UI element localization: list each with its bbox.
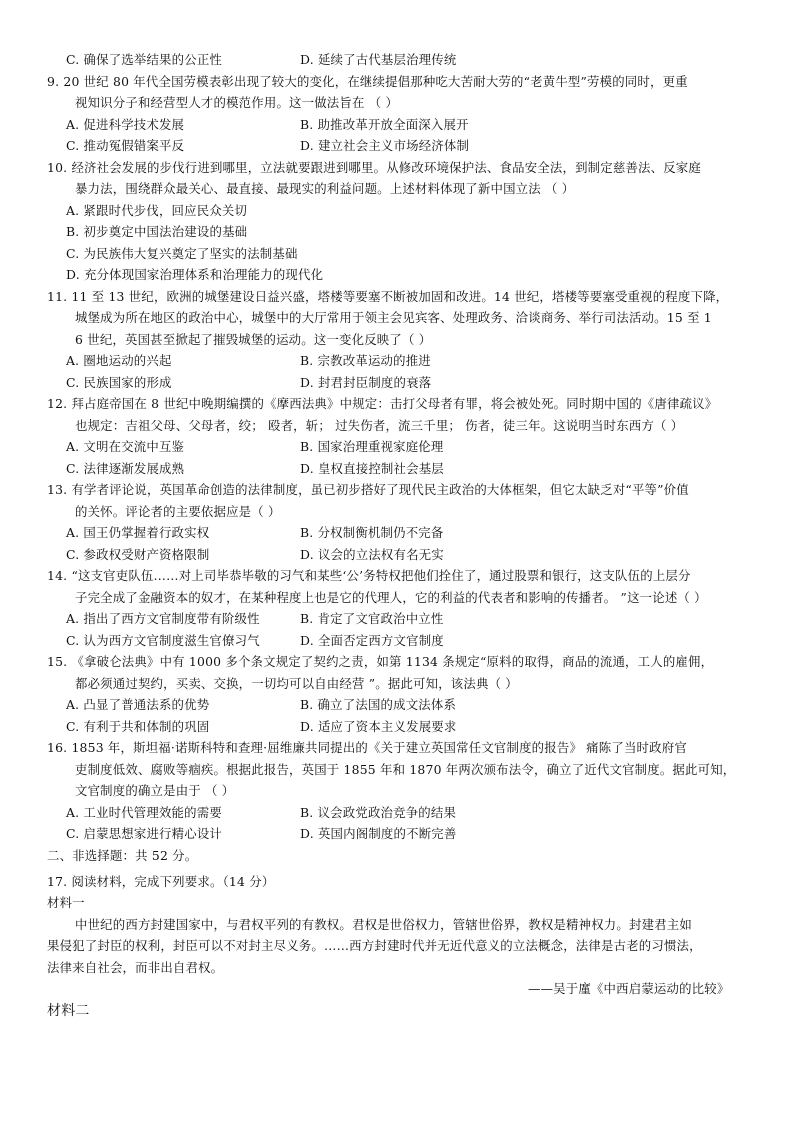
material-paragraph: 法律来自社会，而非出自君权。 [47, 960, 224, 975]
question-stem: 9. 20 世纪 80 年代全国劳模表彰出现了较大的变化，在继续提倡那种吃大苦耐大劳的“老黄牛型”劳模的同时，更重 [47, 74, 688, 89]
answer-option: B. 肯定了文官政治中立性 [300, 611, 444, 626]
section-heading: 材料一 [47, 895, 85, 910]
question-stem-continued: 都必须通过契约，买卖、交换，一切均可以自由经营 ”。据此可知，该法典（ ） [75, 676, 518, 691]
question-stem-continued: 文官制度的确立是由于 （ ） [75, 783, 235, 798]
question-stem-continued: 的关怀。评论者的主要依据应是（ ） [75, 504, 281, 519]
answer-option: C. 法律逐渐发展成熟 [66, 461, 185, 476]
answer-option: C. 推动冤假错案平反 [66, 138, 185, 153]
question-stem: 16. 1853 年，斯坦福·诺斯科特和查理·屈维廉共同提出的《关于建立英国常任文官制度的报告》 痛陈了当时政府官 [47, 740, 687, 755]
answer-option: B. 助推改革开放全面深入展开 [300, 117, 469, 132]
section-heading: 材料二 [47, 1003, 90, 1019]
answer-option: C. 启蒙思想家进行精心设计 [66, 826, 223, 841]
question-stem-continued: 也规定：吉祖父母、父母者，绞； 殴者，斩； 过失伤者，流三千里； 伤者，徒三年。这说明当时东西方（ ） [75, 418, 684, 433]
answer-option: D. 英国内阁制度的不断完善 [300, 826, 457, 841]
answer-option: D. 全面否定西方文官制度 [300, 633, 444, 648]
answer-option: A. 凸显了普通法系的优势 [66, 697, 210, 712]
question-stem-continued: 暴力法，围绕群众最关心、最直接、最现实的利益问题。上述材料体现了新中国立法 （ ） [75, 181, 575, 196]
answer-option: A. 文明在交流中互鉴 [66, 439, 185, 454]
answer-option: A. 工业时代管理效能的需要 [66, 805, 222, 820]
answer-option: B. 确立了法国的成文法体系 [300, 697, 457, 712]
question-stem: 10. 经济社会发展的步伐行进到哪里，立法就要跟进到哪里。从修改环境保护法、食品安全法，到制定慈善法、反家庭 [47, 160, 701, 175]
answer-option: D. 延续了古代基层治理传统 [300, 52, 457, 67]
material-paragraph: 果侵犯了封臣的权利，封臣可以不对封主尽义务。……西方封建时代并无近代意义的立法概念，法律是古老的习惯法， [47, 938, 702, 953]
question-stem: 14. “这支官吏队伍……对上司毕恭毕敬的习气和某些‘公’务特权把他们拴住了，通过股票和银行，这支队伍的上层分 [47, 568, 691, 583]
answer-option: C. 为民族伟大复兴奠定了坚实的法制基础 [66, 246, 298, 261]
answer-option: C. 确保了选举结果的公正性 [66, 52, 223, 67]
answer-option: C. 参政权受财产资格限制 [66, 547, 210, 562]
answer-option: B. 分权制衡机制仍不完备 [300, 525, 444, 540]
answer-option: B. 初步奠定中国法治建设的基础 [66, 224, 248, 239]
question-stem-continued: 6 世纪，英国甚至掀起了摧毁城堡的运动。这一变化反映了（ ） [75, 332, 432, 347]
question-stem-continued: 吏制度低效、腐败等痼疾。根据此报告，英国于 1855 年和 1870 年两次颁布法令，确立了近代文官制度。据此可知， [75, 762, 736, 777]
question-stem: 15. 《拿破仑法典》中有 1000 多个条文规定了契约之责，如第 1134 条规定“原料的取得，商品的流通，工人的雇佣， [47, 654, 714, 669]
answer-option: A. 圈地运动的兴起 [66, 353, 172, 368]
question-stem: 12. 拜占庭帝国在 8 世纪中晚期编撰的《摩西法典》中规定：击打父母者有罪，将会被处死。同时期中国的《唐律疏议》 [47, 396, 718, 411]
answer-option: A. 指出了西方文官制度带有阶级性 [66, 611, 260, 626]
answer-option: D. 皇权直接控制社会基层 [300, 461, 444, 476]
answer-option: D. 建立社会主义市场经济体制 [300, 138, 470, 153]
answer-option: A. 国王仍掌握着行政实权 [66, 525, 210, 540]
answer-option: A. 紧跟时代步伐，回应民众关切 [66, 203, 248, 218]
answer-option: D. 适应了资本主义发展要求 [300, 719, 457, 734]
answer-option: C. 认为西方文官制度滋生官僚习气 [66, 633, 260, 648]
question-stem-continued: 城堡成为所在地区的政治中心，城堡中的大厅常用于领主会见宾客、处理政务、洽谈商务、举行司法活动。15 至 1 [75, 310, 712, 325]
answer-option: B. 宗教改革运动的推进 [300, 353, 431, 368]
question-stem: 13. 有学者评论说，英国革命创造的法律制度，虽已初步搭好了现代民主政治的大体框架，但它太缺乏对“平等”价值 [47, 482, 689, 497]
question-stem: 11. 11 至 13 世纪，欧洲的城堡建设日益兴盛，塔楼等要塞不断被加固和改进。14 世纪，塔楼等要塞受重视的程度下降， [47, 289, 729, 304]
answer-option: B. 国家治理重视家庭伦理 [300, 439, 444, 454]
answer-option: A. 促进科学技术发展 [66, 117, 185, 132]
answer-option: C. 民族国家的形成 [66, 375, 172, 390]
answer-option: D. 封君封臣制度的衰落 [300, 375, 432, 390]
question-stem-continued: 子完全成了金融资本的奴才，在某种程度上也是它的代理人，它的利益的代表者和影响的传播者。 ”这一论述（ ） [75, 590, 707, 605]
answer-option: D. 充分体现国家治理体系和治理能力的现代化 [66, 267, 324, 282]
answer-option: B. 议会政党政治竞争的结果 [300, 805, 457, 820]
answer-option: C. 有利于共和体制的巩固 [66, 719, 210, 734]
answer-option: D. 议会的立法权有名无实 [300, 547, 444, 562]
material-paragraph: 中世纪的西方封建国家中，与君权平列的有教权。君权是世俗权力，管辖世俗界，教权是精神权力。封建君主如 [75, 917, 692, 932]
section-heading: 17. 阅读材料，完成下列要求。（14 分） [47, 874, 275, 889]
source-citation: ——吴于廑《中西启蒙运动的比较》 [528, 981, 730, 996]
section-heading: 二、非选择题：共 52 分。 [47, 848, 198, 863]
question-stem-continued: 视知识分子和经营型人才的模范作用。这一做法旨在 （ ） [75, 95, 399, 110]
